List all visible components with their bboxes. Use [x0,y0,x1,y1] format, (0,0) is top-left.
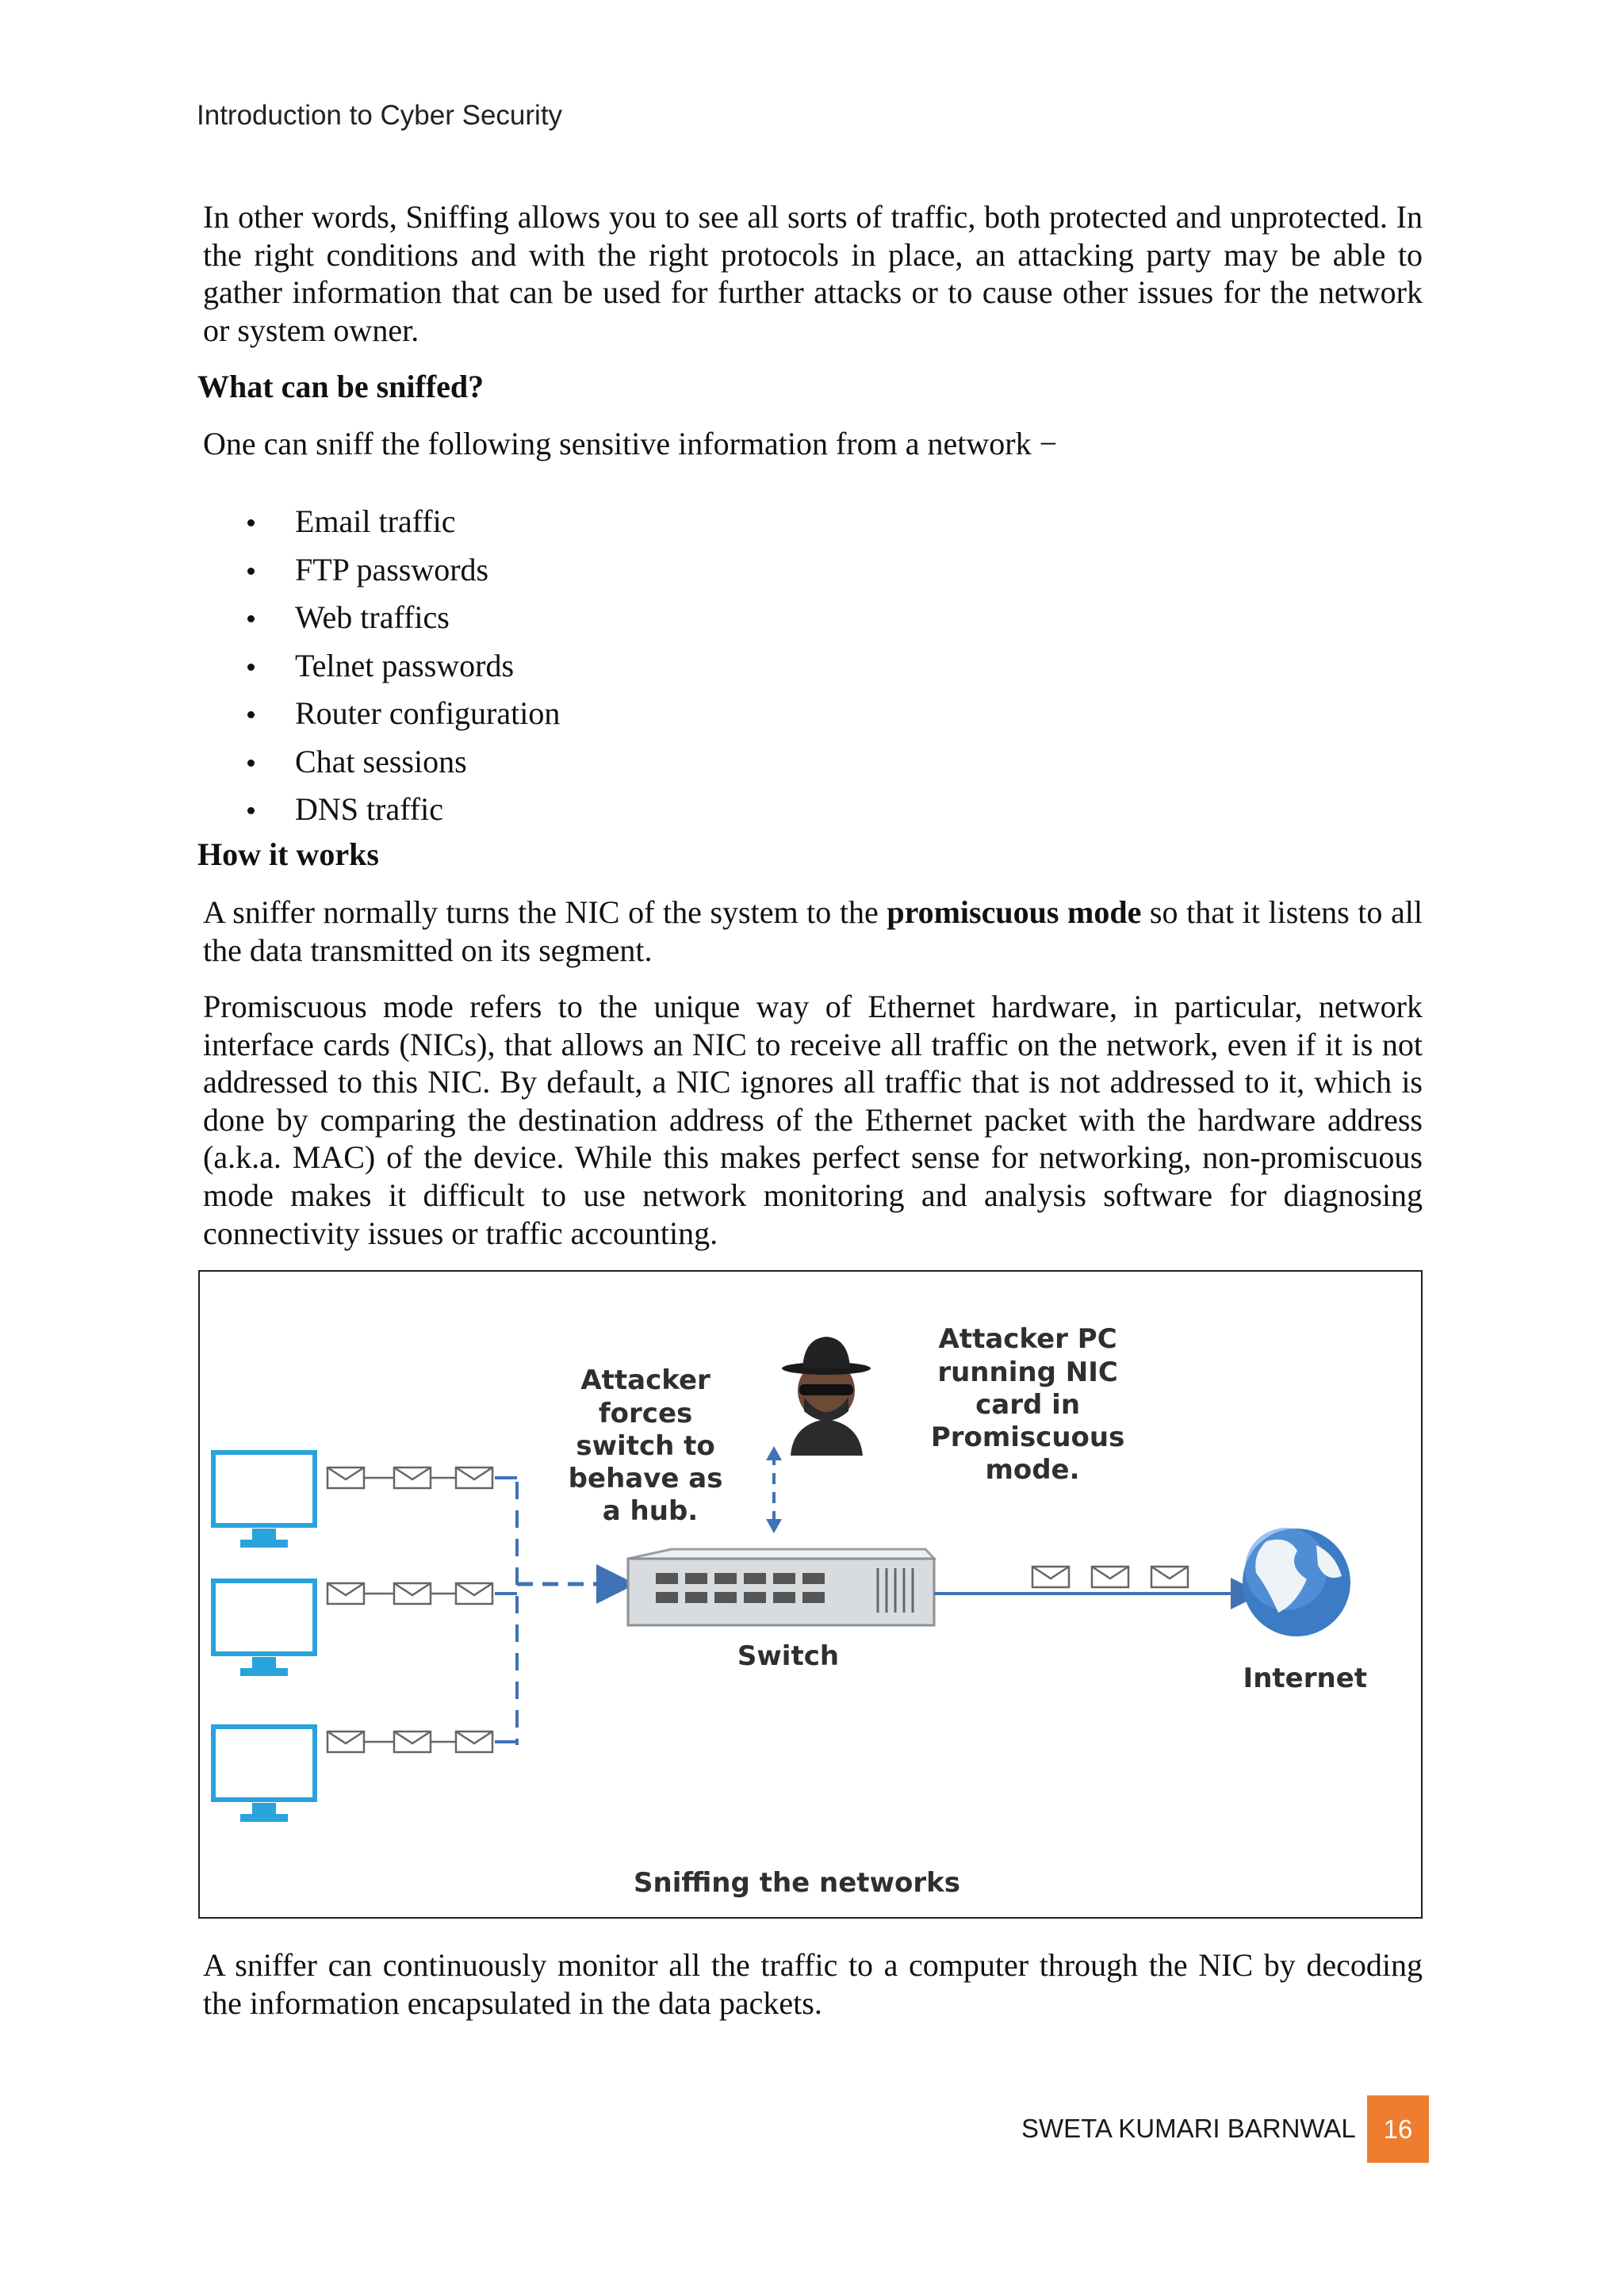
paragraph-sniffer-monitoring: A sniffer can continuously monitor all the traffic to a computer through the NIC by decoding the information encapsulated in the data packets. [203,1947,1423,2021]
footer-author: SWETA KUMARI BARNWAL [1021,2114,1356,2143]
paragraph-sniff-intro: One can sniff the following sensitive information from a network − [203,426,1058,461]
heading-what-can-be-sniffed: What can be sniffed? [197,369,485,404]
attacker-label-line: forces [598,1398,693,1429]
list-item: FTP passwords [238,546,560,595]
computer-icon [213,1727,315,1822]
computer-icon [213,1581,315,1676]
para3-text-start: A sniffer normally turns the NIC of the system to the [203,894,887,930]
pc-label-line: running NIC [937,1357,1118,1388]
switch-label: Switch [737,1640,840,1672]
computer-icon [213,1452,315,1548]
hacker-icon [782,1337,871,1456]
attacker-pc-label [931,1323,1134,1486]
page-number: 16 [1367,2095,1429,2163]
outbound-packets [1032,1567,1188,1587]
figure-caption: Sniffing the networks [634,1867,960,1899]
packet-icons [327,1468,492,1752]
list-item: Email traffic [238,498,560,546]
pc-label-line: mode. [985,1454,1080,1486]
sniffable-items-list [238,498,560,834]
para3-text-end: so that it listens to all the data transmitted on its segment. [203,894,1423,968]
attacker-label-line: switch to [576,1430,715,1462]
attacker-label-line: behave as [568,1463,723,1494]
sniffing-network-diagram [198,1270,1423,1919]
promiscuous-mode-term: promiscuous mode [887,894,1142,930]
list-item: Chat sessions [238,738,560,786]
attacker-label-line: Attacker [580,1364,710,1396]
pc-label-line: card in [975,1389,1081,1421]
switch-icon [628,1549,934,1625]
running-header: Introduction to Cyber Security [197,100,563,131]
diagram-canvas [200,1272,1424,1920]
paragraph-promiscuous-mode [203,894,1423,969]
heading-how-it-works: How it works [197,836,379,872]
attacker-label [569,1364,733,1527]
bidirectional-arrow-icon [766,1446,782,1533]
list-item: Web traffics [238,594,560,642]
paragraph-promiscuous-definition: Promiscuous mode refers to the unique way of Ethernet hardware, in particular, network interface cards (NICs), that allows an NIC to receive all traffic on the network, even if it is not addressed to this NIC. By default, a NIC ignores all traffic that is not addressed to it, which is done by comparing the destination address of the Ethernet packet with the hardware address (a.k.a. MAC) of the device. While this makes perfect sense for networking, non-promiscuous mode makes it difficult to use network monitoring and analysis software for diagnosing connectivity issues or traffic accounting. [203,989,1423,1251]
attacker-label-line: a hub. [602,1495,699,1527]
internet-label: Internet [1243,1663,1367,1694]
list-item: Telnet passwords [238,642,560,691]
list-item: DNS traffic [238,786,560,834]
pc-label-line: Promiscuous [930,1422,1125,1453]
pc-label-line: Attacker PC [938,1323,1117,1355]
paragraph-sniffing-overview: In other words, Sniffing allows you to see all sorts of traffic, both protected and unprotected. In the right conditions and with the right protocols in place, an attacking party may be able to gather information that can be used for further attacks or to cause other issues for the network or system owner. [203,199,1423,348]
globe-icon [1243,1528,1350,1636]
list-item: Router configuration [238,690,560,738]
